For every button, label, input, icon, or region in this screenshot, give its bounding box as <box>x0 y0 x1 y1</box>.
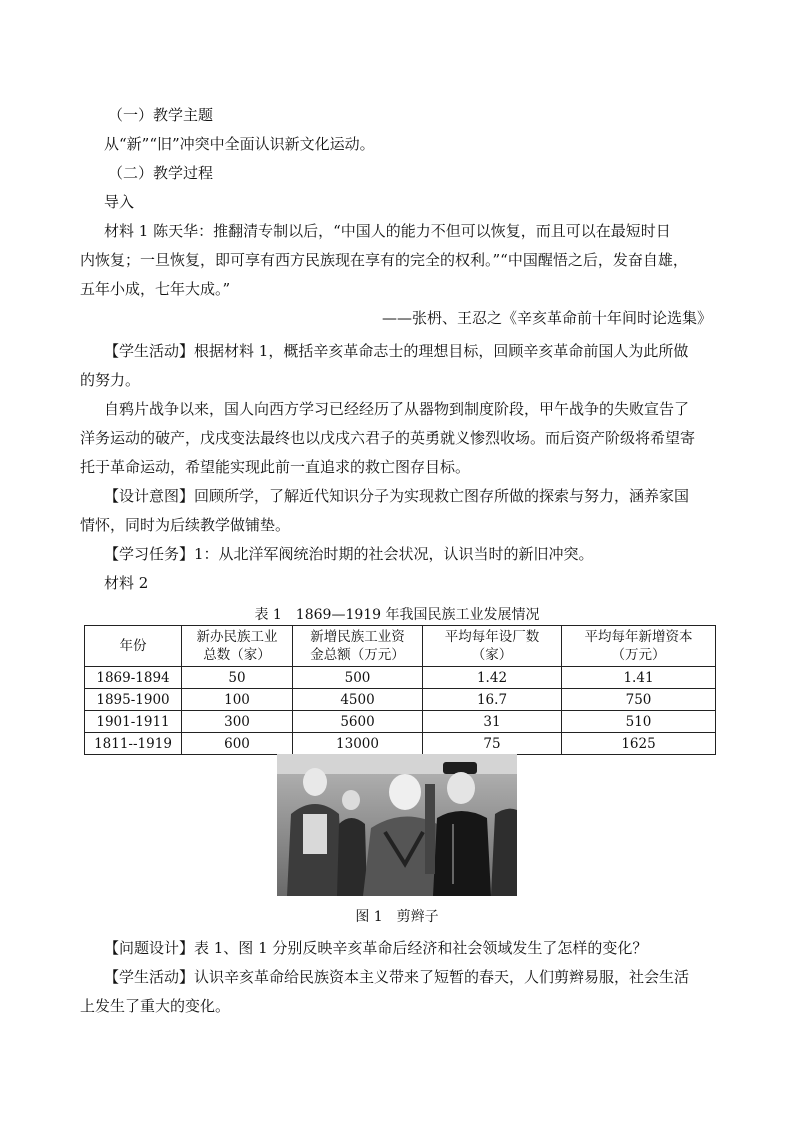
header-new-capital: 新增民族工业资 金总额（万元） <box>293 626 423 667</box>
paragraph-line1: 自鸦片战争以来，国人向西方学习已经经历了从器物到制度阶段，甲午战争的失败宣告了 <box>104 400 690 418</box>
table-row <box>85 689 716 711</box>
intro-label: 导入 <box>104 193 135 211</box>
cell-new-capital: 13000 <box>293 733 423 755</box>
cell-avg-capital: 750 <box>562 689 716 711</box>
table-row <box>85 711 716 733</box>
header-avg-factories: 平均每年设厂数 （家） <box>423 626 562 667</box>
section1-heading: （一）教学主题 <box>108 106 214 124</box>
industry-table <box>84 625 716 755</box>
cell-avg-factories: 31 <box>423 711 562 733</box>
design-intent-line2: 情怀，同时为后续教学做铺垫。 <box>80 516 291 534</box>
table-header-row <box>85 626 716 667</box>
material1-line1: 材料 1 陈天华：推翻清专制以后，“中国人的能力不但可以恢复，而且可以在最短时日 <box>104 222 671 240</box>
table-row <box>85 733 716 755</box>
cell-new-capital: 5600 <box>293 711 423 733</box>
material1-source: ——张枬、王忍之《辛亥革命前十年间时论选集》 <box>381 309 712 327</box>
cell-avg-capital: 510 <box>562 711 716 733</box>
table-row <box>85 667 716 689</box>
cell-new-capital: 500 <box>293 667 423 689</box>
question-design: 【问题设计】表 1、图 1 分别反映辛亥革命后经济和社会领域发生了怎样的变化？ <box>104 939 648 957</box>
cell-year: 1901-1911 <box>85 711 182 733</box>
cell-new-factories: 100 <box>182 689 293 711</box>
queue-cutting-photo <box>277 754 517 896</box>
cell-year: 1895-1900 <box>85 689 182 711</box>
student-activity2-line1: 【学生活动】认识辛亥革命给民族资本主义带来了短暂的春天，人们剪辫易服，社会生活 <box>104 968 690 986</box>
header-year: 年份 <box>85 626 182 667</box>
design-intent-line1: 【设计意图】回顾所学，了解近代知识分子为实现救亡图存所做的探索与努力，涵养家国 <box>104 487 690 505</box>
cell-avg-factories: 16.7 <box>423 689 562 711</box>
cell-avg-factories: 75 <box>423 733 562 755</box>
cell-avg-capital: 1625 <box>562 733 716 755</box>
material1-line3: 五年小成，七年大成。” <box>80 280 231 298</box>
cell-avg-factories: 1.42 <box>423 667 562 689</box>
cell-new-capital: 4500 <box>293 689 423 711</box>
material2-label: 材料 2 <box>104 574 149 592</box>
student-activity2-line2: 上发生了重大的变化。 <box>80 997 231 1015</box>
cell-avg-capital: 1.41 <box>562 667 716 689</box>
section1-text: 从“新”“旧”冲突中全面认识新文化运动。 <box>104 135 375 153</box>
cell-year: 1811--1919 <box>85 733 182 755</box>
cell-new-factories: 600 <box>182 733 293 755</box>
paragraph-line3: 托于革命运动，希望能实现此前一直追求的救亡图存目标。 <box>80 458 471 476</box>
material1-line2: 内恢复；一旦恢复，即可享有西方民族现在享有的完全的权利。”“中国醒悟之后，发奋自雄， <box>80 251 688 269</box>
header-avg-capital: 平均每年新增资本 （万元） <box>562 626 716 667</box>
table-caption: 表 1 1869—1919 年我国民族工业发展情况 <box>254 607 540 623</box>
student-activity1-line2: 的努力。 <box>80 371 141 389</box>
photo-illustration <box>277 754 517 896</box>
cell-year: 1869-1894 <box>85 667 182 689</box>
section2-heading: （二）教学过程 <box>108 164 214 182</box>
learning-task: 【学习任务】1：从北洋军阀统治时期的社会状况，认识当时的新旧冲突。 <box>104 545 594 563</box>
student-activity1-line1: 【学生活动】根据材料 1，概括辛亥革命志士的理想目标，回顾辛亥革命前国人为此所做 <box>104 342 689 360</box>
paragraph-line2: 洋务运动的破产，戊戌变法最终也以戊戌六君子的英勇就义惨烈收场。而后资产阶级将希望寄 <box>80 429 696 447</box>
cell-new-factories: 300 <box>182 711 293 733</box>
cell-new-factories: 50 <box>182 667 293 689</box>
figure-caption: 图 1 剪辫子 <box>355 909 439 925</box>
header-new-factories: 新办民族工业 总数（家） <box>182 626 293 667</box>
